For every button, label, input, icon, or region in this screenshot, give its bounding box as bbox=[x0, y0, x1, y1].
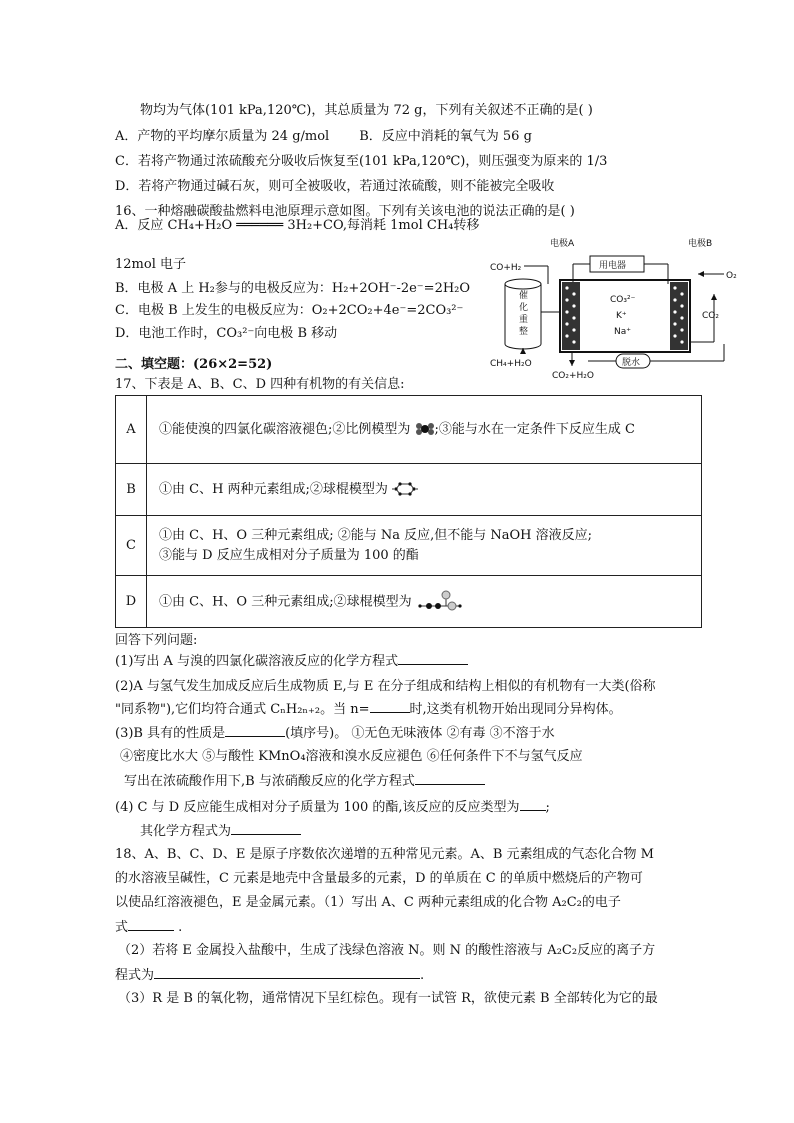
row-content: ①由 C、H 两种元素组成;②球棍模型为 bbox=[147, 464, 702, 516]
reformer-char-1: 催 bbox=[519, 291, 529, 301]
row-content: ①由 C、H、O 三种元素组成; ②能与 Na 反应,但不能与 NaOH 溶液反应; ③能与 D 反应生成相对分子质量为 100 的酯 bbox=[147, 516, 702, 576]
q18-line-1: 18、A、B、C、D、E 是原子序数依次递增的五种常见元素。A、B 元素组成的气态化合物 M bbox=[115, 847, 654, 862]
row-label: B bbox=[116, 464, 147, 516]
table-row bbox=[116, 516, 702, 576]
q17-part-4-equation: 其化学方程式为 bbox=[140, 822, 301, 841]
electrode-a bbox=[562, 282, 580, 350]
q17-info-table bbox=[115, 395, 702, 628]
electrode-b-label: 电极B bbox=[688, 239, 713, 249]
reformer-char-4: 整 bbox=[519, 327, 529, 337]
electrode-b bbox=[670, 282, 688, 350]
answer-blank[interactable] bbox=[231, 822, 301, 835]
q18-line-3: 以使品红溶液褪色，E 是金属元素。（1）写出 A、C 两种元素组成的化合物 A₂C₂的电子 bbox=[115, 895, 621, 910]
co2-label: CO₂ bbox=[702, 311, 719, 321]
benzene-ball-stick-model-icon bbox=[392, 481, 418, 497]
answer-blank[interactable] bbox=[154, 966, 420, 979]
q18-line-4: 式 . bbox=[115, 920, 183, 935]
table-row bbox=[116, 576, 702, 628]
row-content: ①由 C、H、O 三种元素组成;②球棍模型为 bbox=[147, 576, 702, 628]
inlet-ch4-h2o-label: CH₄+H₂O bbox=[490, 359, 532, 369]
answer-blank[interactable] bbox=[415, 772, 485, 785]
q17-part-1: (1)写出 A 与溴的四氯化碳溶液反应的化学方程式 bbox=[115, 652, 468, 671]
answer-blank[interactable] bbox=[398, 652, 468, 665]
load-device-label: 用电器 bbox=[599, 261, 627, 271]
q16-option-a: A．反应 CH₄+H₂O ══════ 3H₂+CO,每消耗 1mol CH₄转移 bbox=[115, 218, 480, 233]
q18-line-6: 程式为 . bbox=[115, 968, 425, 983]
table-row bbox=[116, 396, 702, 464]
q17-stem: 17、下表是 A、B、C、D 四种有机物的有关信息: bbox=[115, 377, 405, 392]
q17-part-2: (2)A 与氢气发生加成反应后生成物质 E,与 E 在分子组成和结构上相似的有机物有一大类(俗称 bbox=[115, 679, 656, 694]
answer-blank[interactable] bbox=[370, 700, 410, 713]
q15-option-b: B．反应中消耗的氧气为 56 g bbox=[359, 129, 532, 144]
q16-stem: 16、一种熔融碳酸盐燃料电池原理示意如图。下列有关该电池的说法正确的是( ) bbox=[115, 204, 575, 219]
dewater-label: 脱水 bbox=[622, 358, 641, 368]
q16-option-c: C．电极 B 上发生的电极反应为：O₂+2CO₂+4e⁻=2CO₃²⁻ bbox=[115, 303, 464, 318]
q15-option-a: A．产物的平均摩尔质量为 24 g/mol B．反应中消耗的氧气为 56 g bbox=[115, 129, 532, 144]
row-label: A bbox=[116, 396, 147, 464]
inlet-co-h2-label: CO+H₂ bbox=[490, 263, 522, 273]
q15-option-d: D．若将产物通过碱石灰，则可全被吸收，若通过浓硫酸，则不能被完全吸收 bbox=[115, 179, 555, 194]
table-row bbox=[116, 464, 702, 516]
q17-part-2-cont: "同系物"),它们均符合通式 CₙH₂ₙ₊₂。当 n= 时,这类有机物开始出现同分异构体。 bbox=[115, 702, 622, 717]
answer-blank[interactable] bbox=[225, 724, 285, 737]
answer-blank[interactable] bbox=[128, 918, 174, 931]
answer-hint: 回答下列问题: bbox=[115, 633, 198, 648]
ion-potassium: K⁺ bbox=[616, 311, 627, 321]
reformer-char-3: 重 bbox=[519, 315, 529, 325]
q17-part-3-equation: 写出在浓硫酸作用下,B 与浓硝酸反应的化学方程式 bbox=[124, 772, 485, 791]
q18-line-2: 的水溶液呈碱性，C 元素是地壳中含量最多的元素，D 的单质在 C 的单质中燃烧后的产物可 bbox=[115, 871, 643, 886]
reformer-char-2: 化 bbox=[519, 303, 529, 313]
row-content: ①能使溴的四氯化碳溶液褪色;②比例模型为 ;③能与水在一定条件下反应生成 C bbox=[147, 396, 702, 464]
q15-stem: 物均为气体(101 kPa,120℃)，其总质量为 72 g，下列有关叙述不正确的是( ) bbox=[140, 103, 593, 118]
electrode-a-label: 电极A bbox=[550, 239, 575, 249]
fuel-cell-diagram bbox=[488, 232, 748, 382]
q16-option-d: D．电池工作时，CO₃²⁻向电极 B 移动 bbox=[115, 326, 338, 341]
row-label: C bbox=[116, 516, 147, 576]
q18-line-5: （2）若将 E 金属投入盐酸中，生成了浅绿色溶液 N。则 N 的酸性溶液与 A₂C₂反应的离子方 bbox=[118, 943, 656, 958]
ion-sodium: Na⁺ bbox=[614, 327, 631, 337]
q16-option-a-cont: 12mol 电子 bbox=[115, 257, 186, 272]
q18-line-7: （3）R 是 B 的氧化物，通常情况下呈红棕色。现有一试管 R，欲使元素 B 全部转化为它的最 bbox=[118, 991, 658, 1006]
q16-option-b: B．电极 A 上 H₂参与的电极反应为：H₂+2OH⁻-2e⁻=2H₂O bbox=[115, 281, 471, 296]
section-2-heading: 二、填空题：(26×2=52) bbox=[115, 357, 273, 372]
acetic-acid-ball-stick-model-icon bbox=[416, 590, 466, 614]
ethylene-space-filling-model-icon bbox=[415, 423, 435, 435]
q15-option-c: C．若将产物通过浓硫酸充分吸收后恢复至(101 kPa,120℃)，则压强变为原来的 1/3 bbox=[115, 154, 608, 169]
outlet-co2-h2o-label: CO₂+H₂O bbox=[552, 371, 594, 381]
q17-part-3: (3)B 具有的性质是 (填序号)。 ①无色无味液体 ②有毒 ③不溶于水 bbox=[115, 726, 555, 741]
ion-carbonate: CO₃²⁻ bbox=[610, 295, 636, 305]
q17-part-4: (4) C 与 D 反应能生成相对分子质量为 100 的酯,该反应的反应类型为 ; bbox=[115, 800, 550, 815]
answer-blank[interactable] bbox=[520, 798, 546, 811]
q17-part-3-options: ④密度比水大 ⑤与酸性 KMnO₄溶液和溴水反应褪色 ⑥任何条件下不与氢气反应 bbox=[120, 749, 583, 764]
o2-label: O₂ bbox=[726, 271, 737, 281]
row-label: D bbox=[116, 576, 147, 628]
